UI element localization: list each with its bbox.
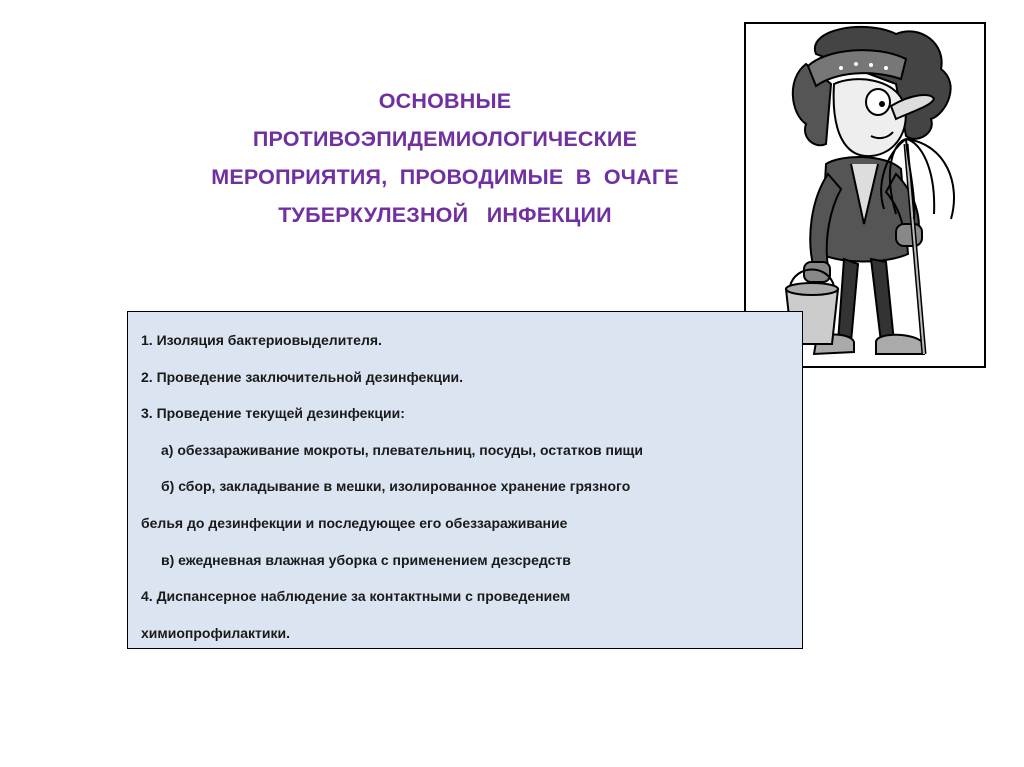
list-subitem: а) обеззараживание мокроты, плевательниц, посуды, остатков пищи [161, 441, 643, 458]
title-line-2: ПРОТИВОЭПИДЕМИОЛОГИЧЕСКИЕ [252, 127, 638, 151]
list-subitem: в) ежедневная влажная уборка с применением дезсредств [161, 551, 571, 568]
title-line-3: МЕРОПРИЯТИЯ, ПРОВОДИМЫЕ В ОЧАГЕ [211, 165, 679, 189]
list-subitem-continuation: белья до дезинфекции и последующее его обеззараживание [141, 514, 568, 531]
title-line-4: ТУБЕРКУЛЕЗНОЙ ИНФЕКЦИИ [278, 203, 612, 227]
list-subitem: б) сбор, закладывание в мешки, изолированное хранение грязного [161, 478, 631, 495]
title-line-1: ОСНОВНЫЕ [378, 89, 512, 113]
list-item: 3. Проведение текущей дезинфекции: [141, 405, 405, 422]
list-item: 1. Изоляция бактериовыделителя. [141, 332, 382, 348]
list-item-continuation: химиопрофилактики. [141, 624, 290, 641]
list-item: 4. Диспансерное наблюдение за контактными с проведением [141, 588, 571, 605]
slide-title [150, 82, 740, 234]
measures-list [127, 311, 803, 649]
list-item: 2. Проведение заключительной дезинфекции. [141, 368, 464, 385]
